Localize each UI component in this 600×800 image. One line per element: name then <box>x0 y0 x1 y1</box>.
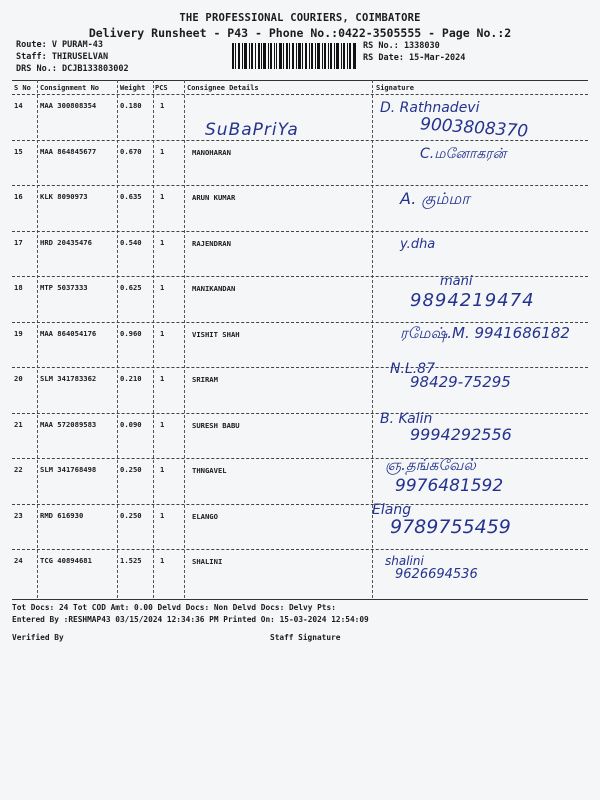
handwritten-signature: A. கும்மா <box>400 189 470 208</box>
row-sno: 19 <box>14 328 23 338</box>
row-consignment-no: RMD 616930 <box>40 510 84 520</box>
rs-date: RS Date: 15-Mar-2024 <box>363 53 466 63</box>
row-consignment-no: SLM 341783362 <box>40 374 97 383</box>
row-consignee: VISHIT SHAH <box>192 329 240 339</box>
row-sno: 20 <box>14 374 23 383</box>
row-divider <box>12 185 588 186</box>
table-header-rule <box>12 94 588 95</box>
row-consignment-no: MAA 300808354 <box>40 101 97 110</box>
row-consignment-no: MAA 572089583 <box>40 419 97 429</box>
row-weight: 0.670 <box>120 146 142 156</box>
handwritten-signature: B. Kalin <box>380 410 433 427</box>
handwritten-signature: D. Rathnadevi <box>380 100 480 116</box>
handwritten-signature: C.மனோகரன் <box>420 145 507 162</box>
column-header-signature: Signature <box>376 84 414 92</box>
row-pcs: 1 <box>160 101 165 110</box>
handwritten-phone: 9626694536 <box>395 567 478 582</box>
row-weight: 0.250 <box>120 465 142 474</box>
row-sno: 23 <box>14 510 23 520</box>
row-consignee: SHALINI <box>192 557 223 566</box>
row-weight: 1.525 <box>120 556 142 565</box>
verified-by-label: Verified By <box>12 633 64 642</box>
row-pcs: 1 <box>160 192 165 201</box>
route-label: Route: V PURAM-43 <box>16 40 103 50</box>
row-divider <box>12 549 588 550</box>
drs-number: DRS No.: DCJB133803002 <box>16 64 129 74</box>
handwritten-phone: 9789755459 <box>390 515 511 538</box>
column-divider <box>37 80 38 598</box>
row-sno: 16 <box>14 192 23 201</box>
handwritten-phone: 9994292556 <box>410 424 512 444</box>
row-sno: 15 <box>14 146 23 156</box>
row-weight: 0.635 <box>120 192 142 201</box>
row-consignment-no: MTP 5037333 <box>40 283 88 292</box>
rs-number: RS No.: 1338030 <box>363 41 440 51</box>
row-divider <box>12 140 588 141</box>
handwritten-signature: y.dha <box>400 236 436 252</box>
entered-by-line: Entered By :RESHMAP43 03/15/2024 12:34:36 PM Printed On: 15-03-2024 12:54:09 <box>12 615 369 624</box>
column-header-consignment: Consignment No <box>40 84 100 92</box>
handwritten-signature: ஞ.தங்கவேல் <box>385 456 476 474</box>
row-sno: 14 <box>14 101 23 110</box>
row-sno: 18 <box>14 283 23 292</box>
row-pcs: 1 <box>160 556 165 565</box>
column-divider <box>372 80 373 598</box>
handwritten-signature: mani <box>440 274 473 289</box>
row-pcs: 1 <box>160 465 165 474</box>
handwritten-phone: 9003808370 <box>419 114 529 142</box>
row-consignee: MANOHARAN <box>192 147 231 157</box>
column-header-sno: S No <box>14 84 31 92</box>
handwritten-signature: N.L.87 <box>390 361 435 377</box>
column-header-weight: Weight <box>120 84 146 92</box>
table-bottom-rule <box>12 599 588 600</box>
handwritten-signature: Elang <box>372 501 412 518</box>
row-consignment-no: SLM 341768498 <box>40 465 97 474</box>
barcode-image <box>232 43 356 69</box>
row-consignment-no: KLK 8090973 <box>40 192 88 201</box>
column-divider <box>184 80 185 598</box>
column-divider <box>153 80 154 598</box>
row-weight: 0.540 <box>120 237 142 247</box>
company-name: THE PROFESSIONAL COURIERS, COIMBATORE <box>179 12 421 24</box>
row-pcs: 1 <box>160 510 165 520</box>
row-divider <box>12 367 588 368</box>
row-sno: 21 <box>14 419 23 429</box>
staff-signature-label: Staff Signature <box>270 633 341 642</box>
handwritten-consignee: SuBaPriYa <box>205 120 299 140</box>
row-divider <box>12 231 588 232</box>
handwritten-phone: 98429-75295 <box>410 373 511 391</box>
handwritten-signature: shalini <box>385 554 424 568</box>
row-divider <box>12 504 588 505</box>
row-consignee: SURESH BABU <box>192 420 240 430</box>
row-divider <box>12 458 588 459</box>
row-weight: 0.180 <box>120 101 142 110</box>
row-weight: 0.960 <box>120 328 142 338</box>
column-header-pcs: PCS <box>155 84 168 92</box>
row-consignee: MANIKANDAN <box>192 284 236 293</box>
row-consignee: ELANGO <box>192 511 218 521</box>
row-consignee: RAJENDRAN <box>192 238 231 248</box>
table-top-rule <box>12 80 588 81</box>
row-weight: 0.210 <box>120 374 142 383</box>
row-pcs: 1 <box>160 283 165 292</box>
row-pcs: 1 <box>160 419 165 429</box>
row-divider <box>12 322 588 323</box>
handwritten-phone: 9894219474 <box>410 290 535 311</box>
row-pcs: 1 <box>160 328 165 338</box>
handwritten-phone: 9976481592 <box>395 476 504 496</box>
handwritten-signature: ரமேஷ்.M. 9941686182 <box>400 323 570 342</box>
row-sno: 24 <box>14 556 23 565</box>
row-consignment-no: MAA 864054176 <box>40 328 97 338</box>
runsheet-title: Delivery Runsheet - P43 - Phone No.:0422-3505555 - Page No.:2 <box>88 26 512 40</box>
row-weight: 0.090 <box>120 419 142 429</box>
row-consignee: ARUN KUMAR <box>192 193 236 202</box>
totals-line: Tot Docs: 24 Tot COD Amt: 0.00 Delvd Docs: Non Delvd Docs: Delvy Pts: <box>12 603 336 612</box>
row-pcs: 1 <box>160 237 165 247</box>
row-sno: 17 <box>14 237 23 247</box>
row-weight: 0.625 <box>120 283 142 292</box>
row-consignment-no: MAA 864845677 <box>40 146 97 156</box>
column-header-consignee: Consignee Details <box>187 84 259 92</box>
row-divider <box>12 413 588 414</box>
row-consignee: THNGAVEL <box>192 466 227 475</box>
column-divider <box>117 80 118 598</box>
row-sno: 22 <box>14 465 23 474</box>
row-consignment-no: TCG 40894681 <box>40 556 92 565</box>
row-pcs: 1 <box>160 374 165 383</box>
staff-label: Staff: THIRUSELVAN <box>16 52 109 62</box>
row-weight: 0.250 <box>120 510 142 520</box>
row-pcs: 1 <box>160 146 165 156</box>
row-divider <box>12 276 588 277</box>
row-consignment-no: HRD 20435476 <box>40 237 92 247</box>
row-consignee: SRIRAM <box>192 375 218 384</box>
